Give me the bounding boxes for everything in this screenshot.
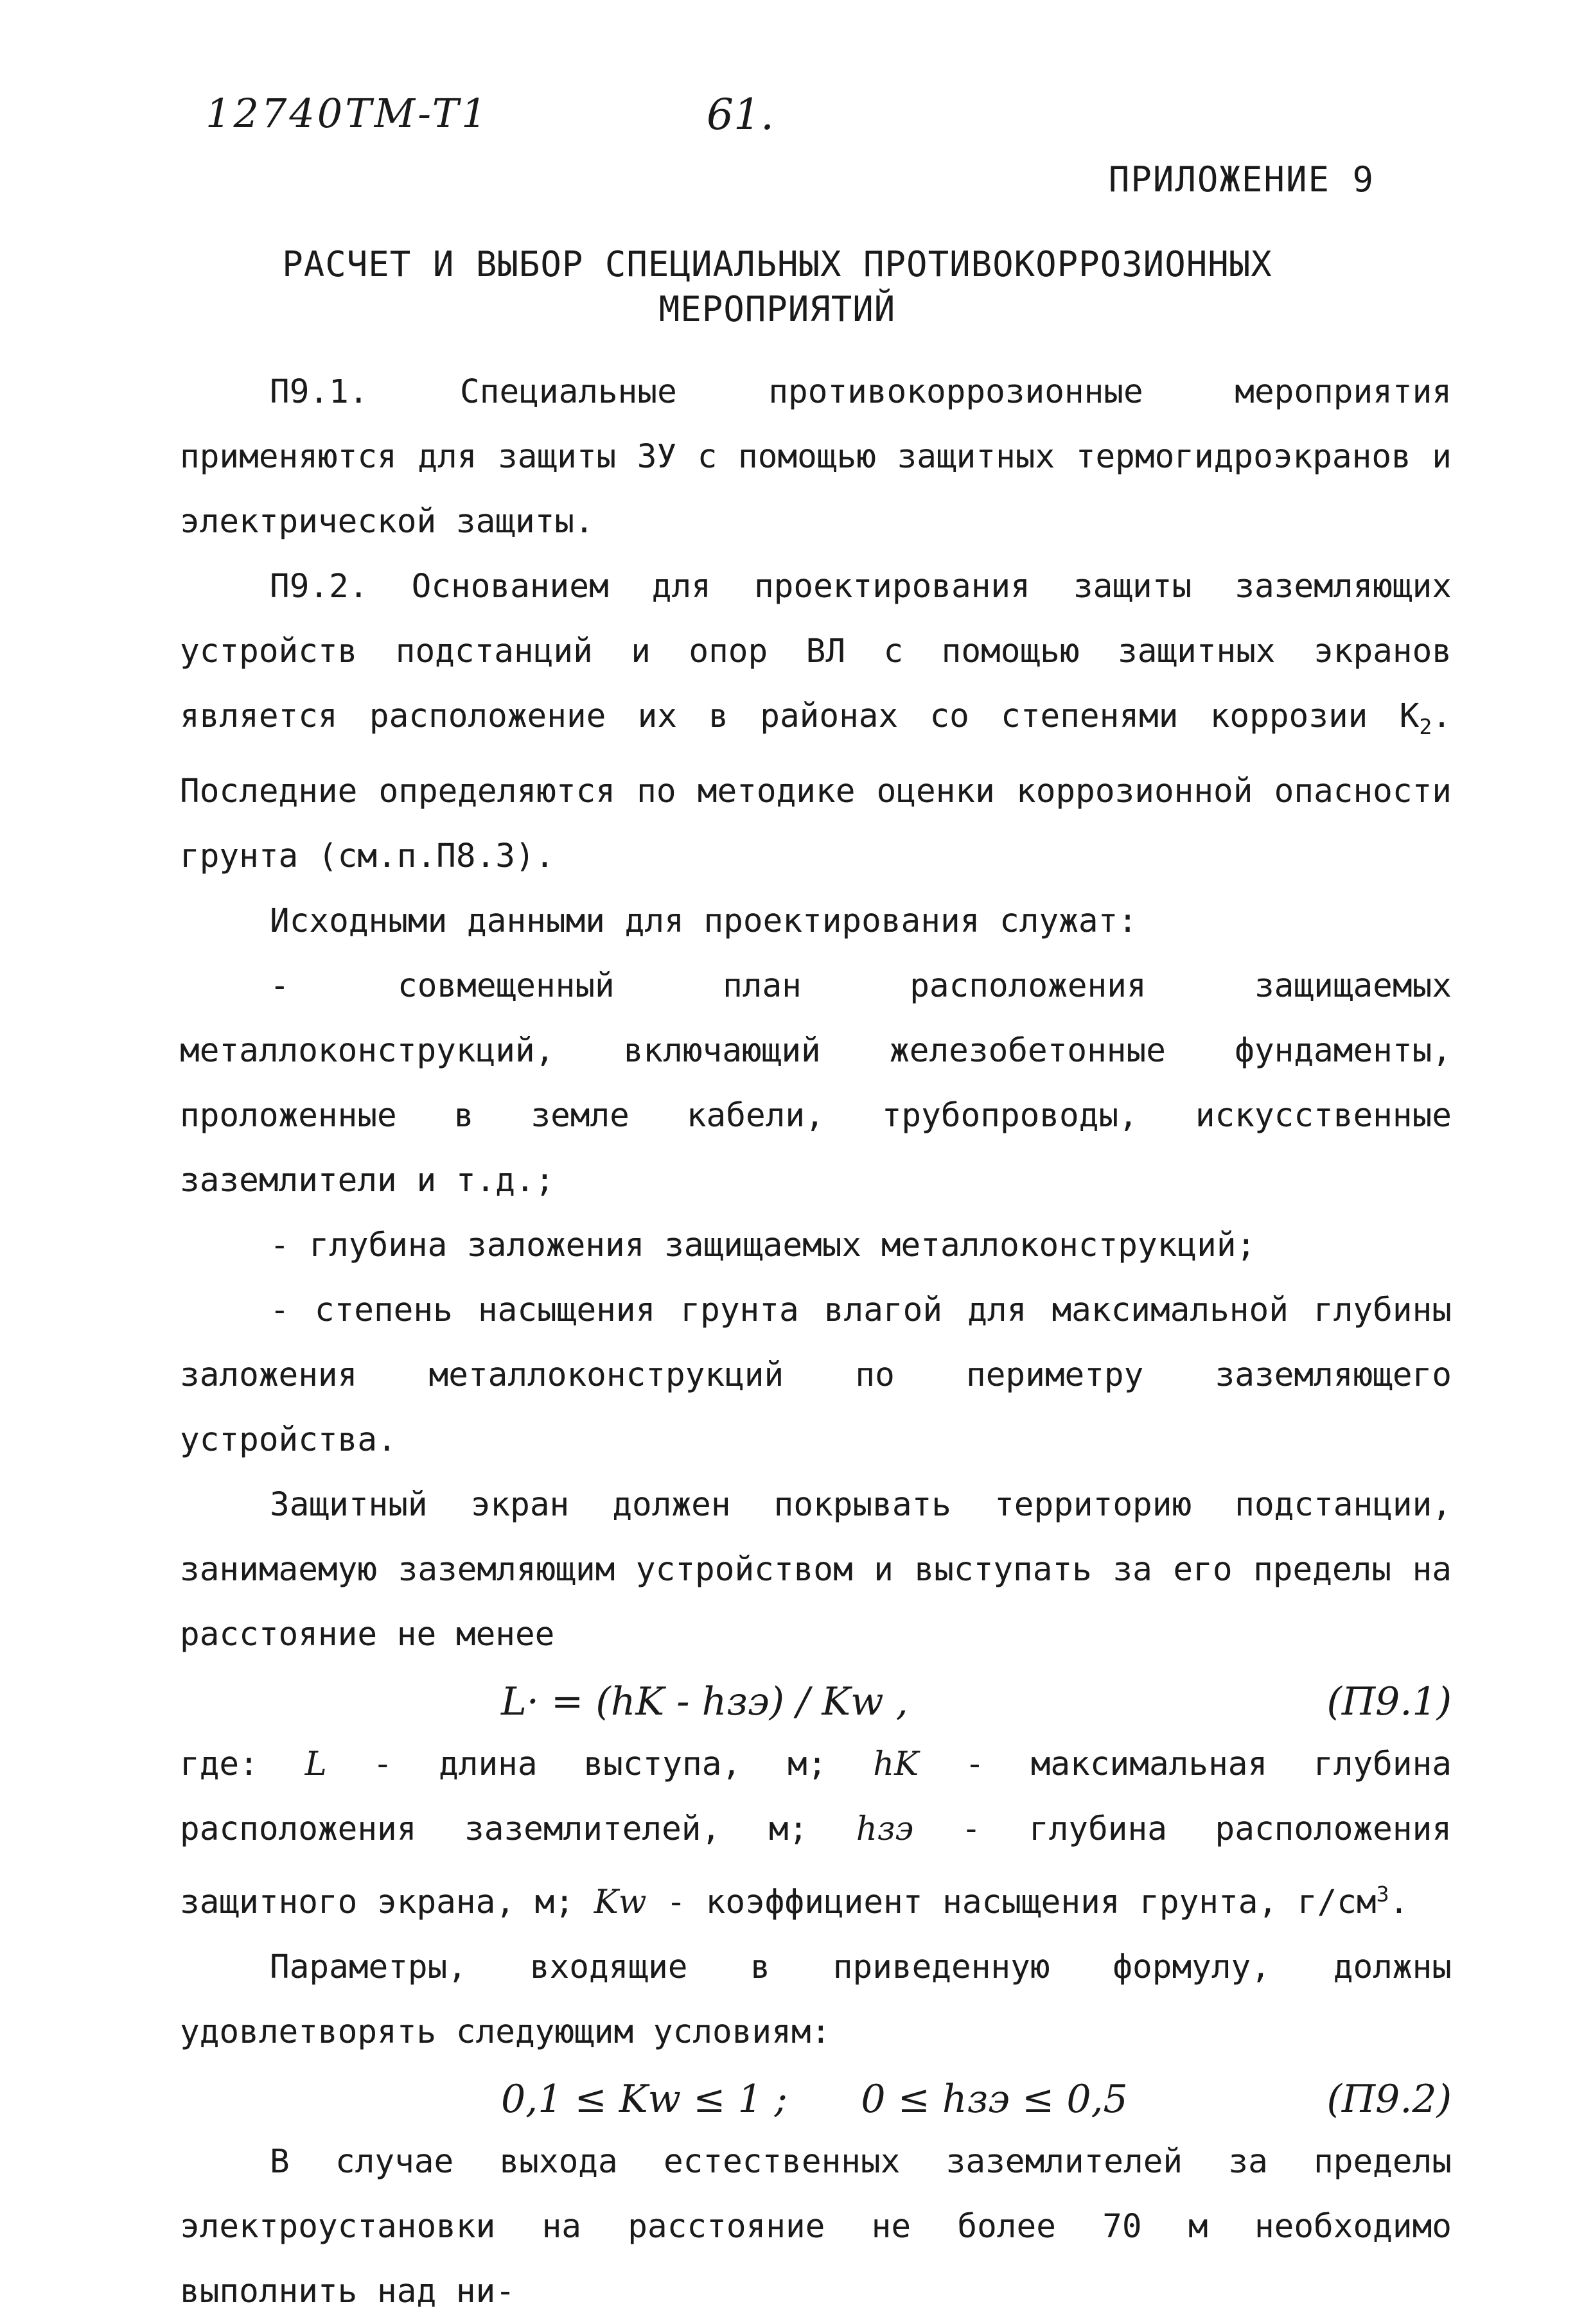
appendix-label: ПРИЛОЖЕНИЕ 9: [1108, 159, 1375, 200]
formula-p9-1: [180, 1667, 1452, 1732]
list-item: - глубина заложения защищаемых металлоконструкций;: [270, 1227, 1256, 1265]
list-item: - степень насыщения грунта влагой для максимальной глубины заложения металлоконструкций по периметру заземляющего устройства.: [180, 1291, 1452, 1460]
paragraph-parameters: Параметры, входящие в приведенную формулу, должны удовлетворять следующим условиям:: [180, 1948, 1452, 2052]
list-item: - совмещенный план расположения защищаемых металлоконструкций, включающий железобетонные фундаменты, проложенные в земле кабели, трубопроводы, искусственные заземлители и т.д.;: [180, 967, 1452, 1200]
title-line-1: РАСЧЕТ И ВЫБОР СПЕЦИАЛЬНЫХ ПРОТИВОКОРРОЗИОННЫХ: [282, 244, 1272, 284]
source-data-heading: Исходными данными для проектирования служат:: [270, 902, 1138, 941]
paragraph-p9-1: П9.1. Специальные противокоррозионные мероприятия применяются для защиты ЗУ с помощью защитных термогидроэкранов и электрической защиты.: [180, 373, 1452, 541]
title-line-2: МЕРОПРИЯТИЙ: [658, 289, 896, 329]
paragraph-protective-screen: Защитный экран должен покрывать территорию подстанции, занимаемую заземляющим устройством и выступать за его пределы на расстояние не менее: [180, 1486, 1452, 1654]
paragraph-natural-earthing: В случае выхода естественных заземлителей за пределы электроустановки на расстояние не более 70 м необходимо выполнить над ни-: [180, 2143, 1452, 2311]
formula-number: (П9.2): [1326, 2077, 1452, 2122]
formula-legend: где: L - длина выступа, м; hK - максимальная глубина расположения заземлителей, м; hзэ - глубина расположения защитного экрана, м; Kw - коэффициент насыщения грунта, $г/см^3$.: [180, 1745, 1452, 1922]
formula-p9-2: [180, 2065, 1452, 2129]
formula-expression: 0,1 ≤ Kw ≤ 1 ; 0 ≤ hзэ ≤ 0,5: [501, 2077, 1128, 2122]
formula-expression: L· = (hK - hзэ) / Kw ,: [501, 1679, 908, 1725]
page-number: 61.: [707, 90, 774, 139]
document-id: 12740TM-T1: [206, 90, 489, 137]
paragraph-p9-2: П9.2. Основанием для проектирования защиты заземляющих устройств подстанций и опор ВЛ с помощью защитных экранов является расположение их в районах со степенями коррозии $К_2$. Последние определяются по методике оценки коррозионной опасности грунта (см.п.П8.3).: [180, 568, 1452, 876]
formula-number: (П9.1): [1326, 1679, 1452, 1725]
body-text: [180, 360, 1452, 2324]
